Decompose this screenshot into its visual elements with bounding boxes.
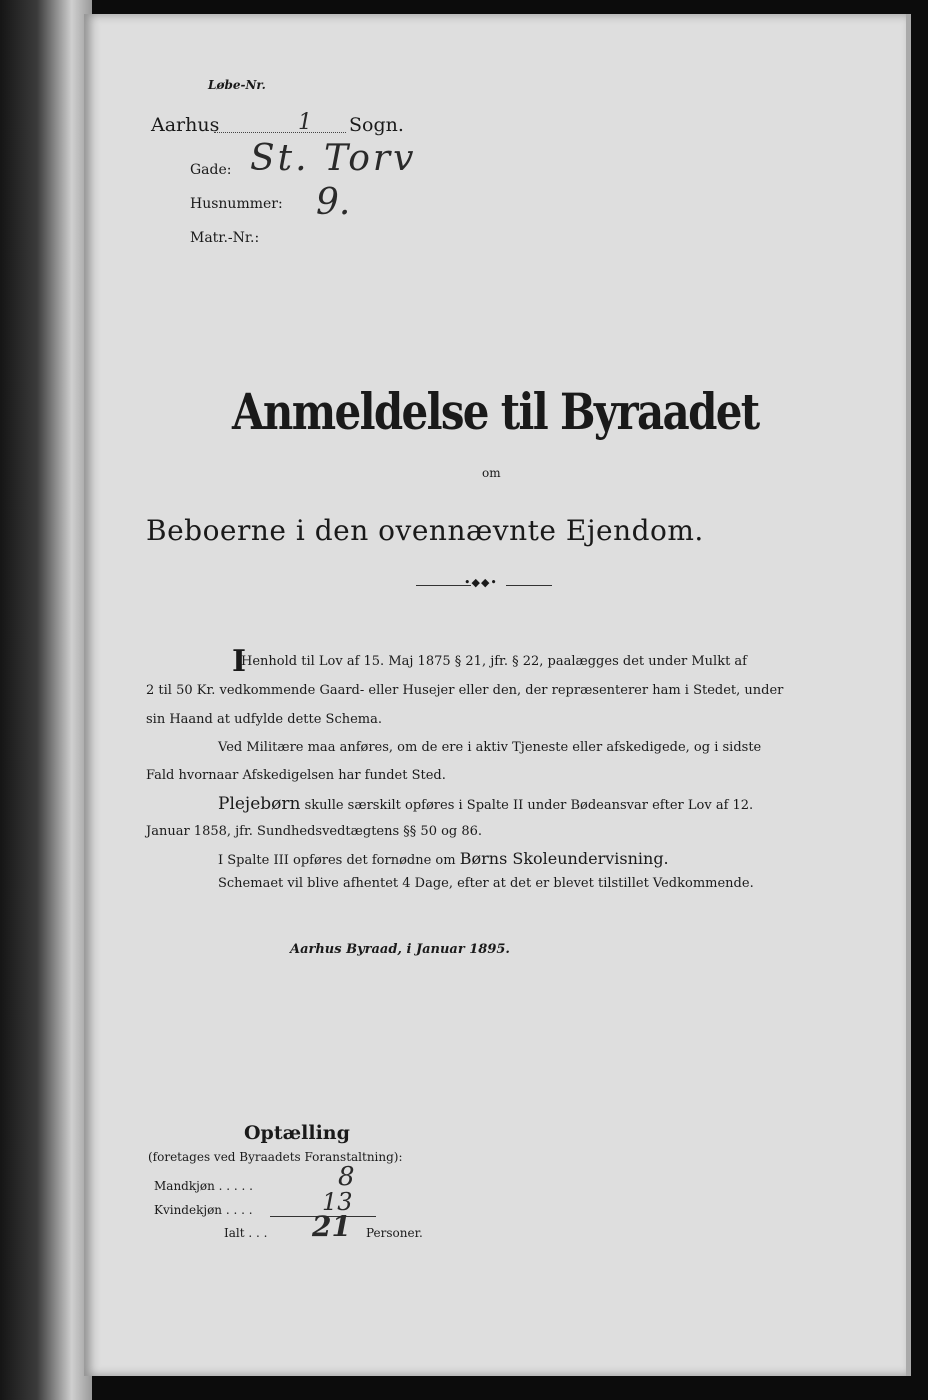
count-title: Optælling: [244, 1122, 350, 1144]
subtitle: Beboerne i den ovennævnte Ejendom.: [146, 514, 704, 547]
parish-dotted-line: [214, 132, 346, 133]
mandkjon-value: 8: [338, 1162, 355, 1192]
sogn-label: Sogn.: [349, 114, 404, 136]
main-title: Anmeldelse til Byraadet: [232, 382, 759, 441]
paragraph-initial: I: [232, 644, 247, 679]
paragraph-1-line-1: Henhold til Lov af 15. Maj 1875 § 21, jfr. § 22, paalægges det under Mulkt af: [241, 654, 747, 669]
count-subtitle: (foretages ved Byraadets Foranstaltning):: [148, 1150, 403, 1164]
gade-label: Gade:: [190, 162, 232, 178]
paragraph-1-line-3: sin Haand at udfylde dette Schema.: [146, 712, 383, 727]
paragraph-3-line-2: Januar 1858, jfr. Sundhedsvedtægtens §§ 50 og 86.: [146, 824, 483, 839]
matr-nr-label: Matr.-Nr.:: [190, 230, 260, 246]
kvindekjon-value: 13: [322, 1188, 353, 1216]
paragraph-2-line-2: Fald hvornaar Afskedigelsen har fundet Sted.: [146, 768, 446, 783]
husnummer-label: Husnummer:: [190, 196, 283, 212]
paragraph-4: [218, 849, 669, 868]
paragraph-4-start: I Spalte III opføres det fornødne om: [218, 853, 456, 868]
personer-label: Personer.: [366, 1226, 423, 1240]
city-label: Aarhus: [151, 114, 220, 136]
ornament-rule-left: [416, 585, 471, 586]
paragraph-5: Schemaet vil blive afhentet 4 Dage, efter at det er blevet tilstillet Vedkommende.: [218, 876, 754, 891]
om-label: om: [482, 466, 501, 480]
ialt-value: 21: [312, 1210, 351, 1243]
lobe-nr-label: Løbe-Nr.: [208, 78, 266, 92]
husnummer-value: 9.: [316, 182, 351, 223]
paragraph-3-line-1: [218, 794, 753, 814]
book-binding: [0, 0, 92, 1400]
paragraph-3-line-1-rest: skulle særskilt opføres i Spalte II under Bødeansvar efter Lov af 12.: [304, 798, 754, 813]
skoleundervisning-emphasis: Børns Skoleundervisning.: [459, 849, 669, 868]
paragraph-2-line-1: Ved Militære maa anføres, om de ere i aktiv Tjeneste eller afskedigede, og i sidste: [218, 740, 762, 755]
ornament-rule-right: [506, 585, 552, 586]
plejeborn-emphasis: Plejebørn: [218, 794, 301, 814]
signature-line: Aarhus Byraad, i Januar 1895.: [290, 942, 510, 957]
gade-value: St. Torv: [250, 138, 417, 179]
document-page: [84, 14, 911, 1376]
ialt-label: Ialt . . .: [224, 1226, 268, 1240]
parish-value: 1: [298, 110, 312, 135]
mandkjon-label: Mandkjøn . . . . .: [154, 1179, 253, 1193]
paragraph-1-line-2: 2 til 50 Kr. vedkommende Gaard- eller Husejer eller den, der repræsenterer ham i Stedet, under: [146, 683, 784, 698]
kvindekjon-label: Kvindekjøn . . . .: [154, 1203, 253, 1217]
ornament-diamonds: •◆◆•: [464, 576, 498, 589]
